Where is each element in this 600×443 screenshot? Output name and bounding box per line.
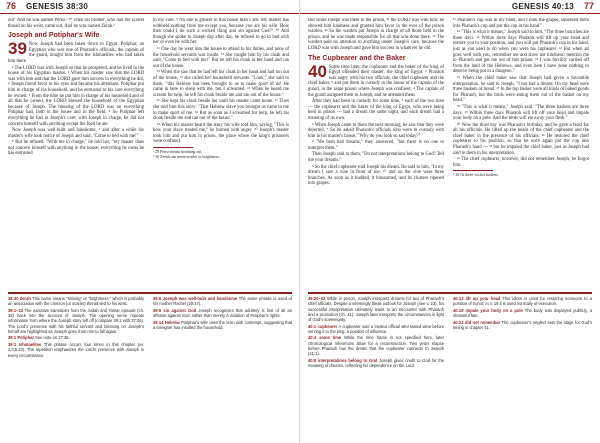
- note-text: The same phrase is used of his mother Rachel (29:17).: [153, 296, 292, 307]
- left-column-2: [153, 18, 289, 159]
- paragraph: After they had been in custody for some time, ⁵ each of the two men — the cupbearer and the baker of the king of Egypt, who were being held in prison — had a dream the same night, and each dream had a meaning of its own.: [308, 99, 444, 121]
- study-note: [8, 296, 144, 307]
- note-ref: 40:8 interpretations belong to God: [308, 357, 378, 363]
- paragraph: ⁸ But he refused. "With me in charge," he told her, "my master does not concern himself with anything in the house; everything he owns he has entrusted: [8, 140, 144, 157]
- paragraph: ¹¹ Pharaoh's cup was in my hand, and I took the grapes, squeezed them into Pharaoh's cup and put the cup in his hand.": [453, 18, 589, 29]
- note-text: The body was displayed publicly, a shameful fate.: [453, 307, 592, 319]
- paragraph: ¹² "This is what it means," Joseph said to him. "The three branches are three days. ¹³ Within three days Pharaoh will lift up your head and restore you to your position, and you will put Pharaoh's cup in his hand, just as you used to do when you were his cupbearer. ¹⁴ But when all goes well with you, remember me and show me kindness; mention me to Pharaoh and get me out of this prison. ¹⁵ I was forcibly carried off from the land of the Hebrews, and even here I have done nothing to deserve being put in a dungeon.": [453, 30, 589, 75]
- study-notes-col-1: [308, 296, 444, 440]
- note-ref: 38:30 Zerah: [8, 296, 31, 301]
- study-note: [8, 335, 144, 340]
- paragraph: ²³ The chief cupbearer, however, did not remember Joseph; he forgot him.: [453, 157, 589, 168]
- study-note: [453, 308, 592, 319]
- paragraph: ⁶ When Joseph came to them the next morning, he saw that they were dejected. ⁷ So he asked Pharaoh's officials who were in custody with him in his master's house, "Why do you look so sad today?": [308, 122, 444, 139]
- paragraph: ¹⁶ When the chief baker saw that Joseph had given a favorable interpretation, he said to Joseph, "I too had a dream: On my head were three baskets of bread. ¹⁷ In the top basket were all kinds of baked goods for Pharaoh, but the birds were eating them out of the basket on my head.": [453, 75, 589, 104]
- note-ref: 39:1–23: [8, 307, 24, 313]
- footnote: ᵃ 16 Or three wicker baskets: [453, 172, 498, 178]
- study-note: [308, 335, 444, 356]
- paragraph: ¹⁶ She kept his cloak beside her until his master came home. ¹⁷ Then she told him this story: "That Hebrew slave you brought us came to me to make sport of me. ¹⁸ But as soon as I screamed for help, he left his cloak beside me and ran out of the house.": [153, 99, 289, 122]
- note-ref: 40:19 impale your body on a pole: [453, 307, 523, 313]
- note-ref: 40:13 lift up your head: [453, 296, 501, 301]
- note-text: The narrative transitions from the Judah and Tamar episode (ch. 38) back into the account of Joseph. The opening verse repeats information from where the Joseph story left off (compare 39:1 with 37:36). The Lord's presence with his faithful servant and blessing on Joseph's behalf are highlighted as Joseph goes from rise to fall again.: [8, 307, 144, 334]
- running-head: GENESIS 38:30: [26, 1, 89, 11]
- note-text: This phrase occurs four times in this chapter (vv. 2,3,5,23). The repetition emphasizes the Lord's presence with Joseph in every circumstance.: [8, 341, 144, 358]
- note-text: This name means "shining" or "brightness," which is probably an association with the crimson (or scarlet) thread tied to his wrist.: [8, 296, 144, 307]
- note-ref: 40:4 some time: [308, 335, 342, 341]
- footnotes: [453, 172, 589, 177]
- study-notes-col-2: [453, 296, 592, 440]
- study-note: [308, 324, 444, 335]
- section-heading: The Cupbearer and the Baker: [308, 54, 406, 62]
- note-ref: 39:14 Hebrew: [153, 319, 180, 325]
- study-note: [153, 296, 292, 307]
- note-text: While the time frame is not specified here, later chronological references allow for a reconstruction. Two years elapse before Pharaoh has the dream that the cupbearer connects to Joseph (41:1).: [308, 335, 444, 357]
- intro-paragraph: out" And he was named Perez.ᵃ ³⁰ Then his brother, who had the scarlet thread on his wrist, came out. And he was named Zerah.ᵇ: [8, 18, 144, 29]
- note-text: See note on 37:36.: [35, 335, 70, 341]
- note-text: This idiom is used for restoring someone to a position of honor; in v. 19 it is used ironically of execution.: [453, 296, 592, 307]
- paragraph-text: Now Joseph had been taken down to Egypt. Potiphar, an Egyptian who was one of Pharaoh's officials, the captain of the guard, bought him from the Ishmaelites who had taken him there.: [8, 42, 144, 64]
- chapter-number: 39: [8, 39, 27, 59]
- right-column-1: [308, 18, 444, 188]
- paragraph: But while Joseph was there in the prison, ²¹ the LORD was with him; he showed him kindness and granted him favor in the eyes of the prison warden. ²² So the warden put Joseph in charge of all those held in the prison, and he was made responsible for all that was done there. ²³ The warden paid no attention to anything under Joseph's care, because the LORD was with Joseph and gave him success in whatever he did.: [308, 18, 444, 51]
- page-number: 77: [583, 1, 594, 11]
- paragraph: ² The LORD was with Joseph so that he prospered, and he lived in the house of his Egyptian master. ³ When his master saw that the LORD was with him and that the LORD gave him success in everything he did, ⁴ Joseph found favor in his eyes and became his attendant. Potiphar put him in charge of his household, and he entrusted to his care everything he owned. ⁵ From the time he put him in charge of his household and of all that he owned, the LORD blessed the household of the Egyptian because of Joseph. The blessing of the LORD was on everything Potiphar had, both in the house and in the field. ⁶ So Potiphar left everything he had in Joseph's care; with Joseph in charge, he did not concern himself with anything except the food he ate.: [8, 65, 144, 127]
- notes-divider: [8, 292, 292, 294]
- footnotes: [153, 149, 289, 159]
- study-note: [153, 308, 292, 319]
- footnote-rule: [453, 170, 493, 171]
- note-ref: 39:20–23: [308, 296, 326, 301]
- study-note: [308, 358, 444, 369]
- paragraph: ²⁰ Now the third day was Pharaoh's birthday, and he gave a feast for all his officials. He lifted up the heads of the chief cupbearer and the chief baker in the presence of his officials: ²¹ He restored the chief cupbearer to his position, so that he once again put the cup into Pharaoh's hand — ²² but he impaled the chief baker, just as Joseph had said to them in his interpretation.: [453, 122, 589, 156]
- study-note: [308, 296, 444, 322]
- study-notes-col-1: [8, 296, 144, 440]
- chapter-number: 40: [308, 61, 327, 81]
- paragraph: ¹⁹ When his master heard the story his wife told him, saying, "This is how your slave treated me," he burned with anger. ²⁰ Joseph's master took him and put him in prison, the place where the king's prisoners were confined.: [153, 122, 289, 145]
- study-note: [453, 296, 592, 307]
- chapter-paragraph: [308, 61, 444, 99]
- section-heading: Joseph and Potiphar's Wife: [8, 32, 100, 40]
- note-text: Joseph recognizes that adultery is first of all an offense against God, rather than merely a violation of Potiphar's rights.: [153, 307, 292, 319]
- running-head: GENESIS 40:13: [511, 1, 574, 11]
- study-note: [8, 308, 144, 334]
- left-column-1: [8, 18, 144, 158]
- note-ref: 39:1 Potiphar: [8, 335, 34, 341]
- study-note: [453, 320, 592, 331]
- note-ref: 40:23 did not remember: [453, 319, 501, 325]
- chapter-paragraph: [8, 39, 144, 64]
- footnote: ᵃ 29 Perez means breaking out.: [153, 148, 203, 154]
- paragraph: Then Joseph said to them, "Do not interpretations belong to God? Tell me your dreams.": [308, 152, 444, 164]
- note-ref: 39:6 Joseph was well-built and handsome: [153, 296, 238, 301]
- note-text: Potiphar's wife uses the term with contempt, suggesting that a foreigner has insulted the household.: [153, 319, 292, 330]
- right-page: [300, 0, 600, 443]
- note-text: A cupbearer was a trusted official who tasted wine before serving it to the king, a position of influence.: [308, 323, 444, 334]
- paragraph-text: Some time later, the cupbearer and the baker of the king of Egypt offended their master, the king of Egypt. ² Pharaoh was angry with his two officials, the chief cupbearer and the chief baker, ³ and put them in custody in the house of the captain of the guard, in the same prison where Joseph was confined. ⁴ The captain of the guard assigned them to Joseph, and he attended them.: [308, 64, 444, 98]
- paragraph: ⁸ "We both had dreams," they answered, "but there is no one to interpret them.": [308, 140, 444, 151]
- footnote: ᵇ 30 Zerah can mean scarlet or brightness.: [153, 153, 220, 159]
- paragraph: ¹³ When she saw that he had left his cloak in her hand and had run out of the house, ¹⁴ she called her household servants. "Look," she said to them, "this Hebrew has been brought to us to make sport of us! He came in here to sleep with me, but I screamed. ¹⁵ When he heard me scream for help, he left his cloak beside me and ran out of the house.": [153, 70, 289, 98]
- note-ref: 40:1 cupbearer: [308, 323, 338, 329]
- paragraph: to my care. ⁹ No one is greater in this house than I am. My master has withheld nothing from me except you, because you are his wife. How then could I do such a wicked thing and sin against God?" ¹⁰ And though she spoke to Joseph day after day, he refused to go to bed with her or even be with her.: [153, 18, 289, 46]
- note-text: While in prison, Joseph interprets dreams for two of Pharaoh's chief officials. Despite a seemingly bleak outlook for Joseph (see v. 23), his successful interpretation ultimately leads to an encounter with Pharaoh and a promotion (ch. 41). Joseph later interprets the circumstances in light of God's sovereignty.: [308, 296, 444, 323]
- study-notes-col-2: [153, 296, 292, 440]
- right-column-2: [453, 18, 589, 177]
- paragraph: ⁹ So the chief cupbearer told Joseph his dream. He said to him, "In my dream I saw a vine in front of me, ¹⁰ and on the vine were three branches. As soon as it budded, it blossomed, and its clusters ripened into grapes.: [308, 164, 444, 187]
- paragraph: ¹¹ One day he went into the house to attend to his duties, and none of the household servants was inside. ¹² She caught him by his cloak and said, "Come to bed with me!" But he left his cloak in her hand and ran out of the house.: [153, 46, 289, 69]
- note-ref: 39:9 sin against God: [153, 307, 197, 313]
- note-text: Joseph gives credit to God for the meaning of dreams, reflecting his dependence on the Lord.: [308, 357, 444, 369]
- note-text: The cupbearer's neglect sets the stage for God's timing in chapter 41.: [453, 319, 592, 330]
- study-note: [153, 320, 292, 331]
- note-ref: 39:1 Ishmaelites: [8, 341, 42, 347]
- notes-divider: [308, 292, 592, 294]
- study-note: [8, 342, 144, 358]
- right-page-header: [300, 0, 600, 14]
- page-number: 76: [6, 1, 17, 11]
- paragraph: Now Joseph was well-built and handsome, ⁷ and after a while his master's wife took notice of Joseph and said, "Come to bed with me!": [8, 128, 144, 139]
- paragraph: ¹⁸ "This is what it means," Joseph said. "The three baskets are three days. ¹⁹ Within three days Pharaoh will lift off your head and impale your body on a pole. And the birds will eat away your flesh.": [453, 104, 589, 122]
- left-page-header: [0, 0, 300, 14]
- footnote-rule: [153, 147, 193, 148]
